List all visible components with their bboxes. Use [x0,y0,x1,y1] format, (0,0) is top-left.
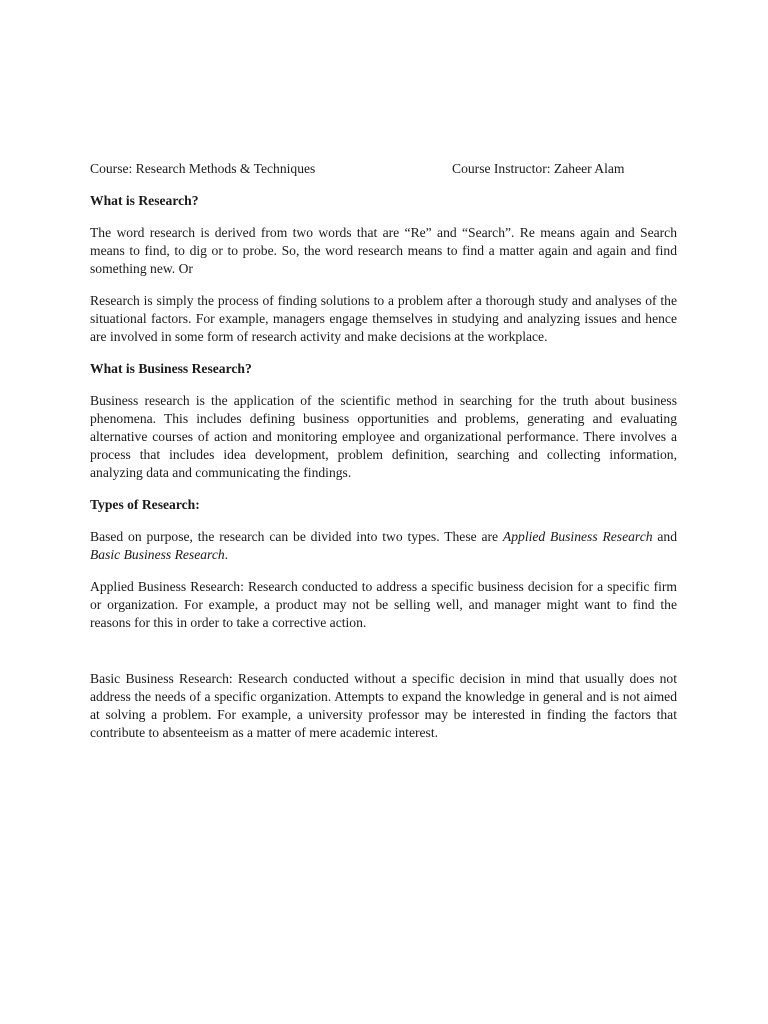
research-process-paragraph: Research is simply the process of finding solutions to a problem after a thorough study and analyses of the situational factors. For example, managers engage themselves in studying and analyzing issues and hence are involved in some form of research activity and make decisions at the workplace. [90,293,677,344]
research-definition-paragraph: The word research is derived from two words that are “Re” and “Search”. Re means again and Search means to find, to dig or to probe. So, the word research means to find a matter again and again and find something new. Or [90,225,677,276]
types-intro-suffix: . [224,547,229,562]
basic-research-paragraph: Basic Business Research: Research conducted without a specific decision in mind that usually does not address the needs of a specific organization. Attempts to expand the knowledge in general and is not aimed at solving a problem. For example, a university professor may be interested in finding the factors that contribute to absenteeism as a matter of mere academic interest. [90,671,677,740]
course-title: Course: Research Methods & Techniques [90,161,316,176]
heading-business-research: What is Business Research? [90,361,252,376]
business-research-paragraph: Business research is the application of the scientific method in searching for the truth about business phenomena. This includes defining business opportunities and problems, generating and evaluating alternative courses of action and monitoring employee and organizational performance. There involves a process that includes idea development, problem definition, searching and collecting information, analyzing data and communicating the findings. [90,393,677,480]
course-header [90,160,677,178]
basic-term: Basic Business Research [90,547,225,562]
document-body [90,160,677,756]
heading-what-is-research: What is Research? [90,193,199,208]
course-instructor: Course Instructor: Zaheer Alam [452,161,625,176]
types-intro-paragraph [90,528,677,564]
types-intro-and: and [652,529,677,544]
types-intro-prefix: Based on purpose, the research can be divided into two types. These are [90,529,503,544]
applied-term: Applied Business Research [502,529,653,544]
applied-research-paragraph: Applied Business Research: Research conducted to address a specific business decision for a specific firm or organization. For example, a product may not be selling well, and manager might want to find the reasons for this in order to take a corrective action. [90,579,677,630]
heading-types-of-research: Types of Research: [90,497,200,512]
